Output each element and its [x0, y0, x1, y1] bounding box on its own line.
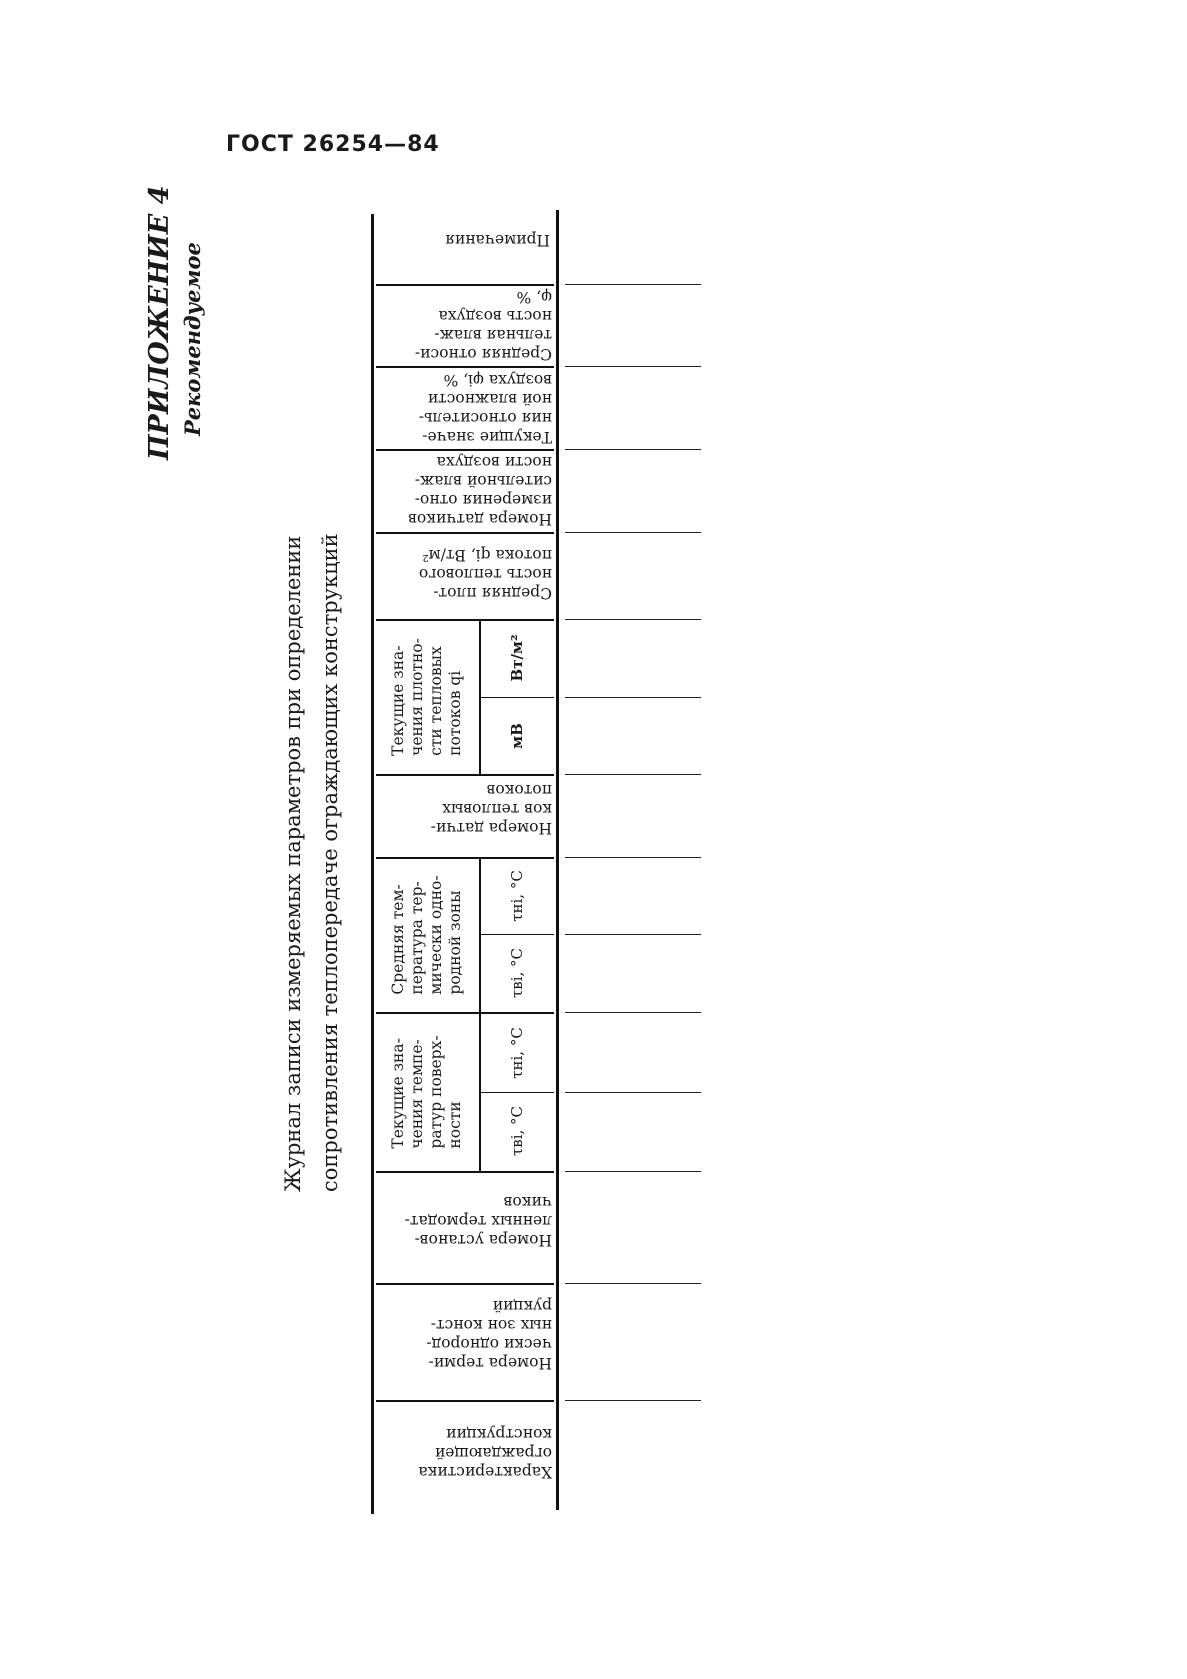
col-sep [376, 1171, 554, 1173]
subheader-avg-temp-in: τвi, °С [508, 947, 526, 999]
data-row-line [565, 1400, 701, 1401]
appendix-subtitle: Рекомендуемое [180, 242, 205, 436]
subcol-divider [479, 859, 481, 1012]
data-row-line [565, 449, 701, 450]
subheader-flux-mv: мВ [508, 723, 526, 749]
data-row-line [565, 697, 701, 698]
col-sep [376, 774, 554, 776]
table-header-border [556, 210, 559, 1510]
subcol-split [481, 1092, 554, 1093]
header-humidity-sensor-numbers: Номера датчиков измерения отно- сительной влаж- ности воздуха [408, 453, 552, 528]
header-flux-sensor-numbers: Номера датчи- ков тепловых потоков [430, 781, 552, 837]
col-sep [376, 619, 554, 621]
col-sep [376, 366, 554, 368]
standard-number: ГОСТ 26254—84 [226, 132, 440, 157]
subheader-flux-w: Вт/м² [508, 634, 526, 682]
col-sep [376, 1012, 554, 1014]
header-avg-temp: Средняя тем- пература тер- мически одно- родной зоны [389, 875, 464, 995]
header-zone-numbers: Номера терми- чески однород- ных зон конст- рукций [426, 1297, 552, 1372]
header-surface-temp: Текущие зна- чения темпе- ратур поверх- ности [389, 1035, 464, 1149]
data-row-line [565, 1283, 701, 1284]
col-sep [376, 857, 554, 859]
col-sep [376, 1400, 554, 1402]
subcol-split [481, 934, 554, 935]
col-sep [376, 1283, 554, 1285]
subheader-surface-temp-in: τвi, °С [508, 1105, 526, 1157]
col-sep [376, 532, 554, 534]
header-notes: Примечания [445, 231, 550, 249]
data-row-line [565, 1171, 701, 1172]
data-row-line [565, 857, 701, 858]
data-row-line [565, 1092, 701, 1093]
header-avg-rel-humidity: Средняя относи- тельная влаж- ность воздуха φ, % [414, 288, 552, 363]
header-flux-density: Текущие зна- чения плотно- сти тепловых потоков qi [389, 638, 464, 756]
data-row-line [565, 366, 701, 367]
data-row-line [565, 1012, 701, 1013]
header-rel-humidity-current: Текущие значе- ния относитель- ной влажности воздуха φi, % [418, 371, 552, 446]
header-avg-flux: Средняя плот- ность теплового потока qi, Вт/м² [418, 546, 552, 602]
data-row-line [565, 284, 701, 285]
data-row-line [565, 619, 701, 620]
subcol-split [481, 697, 554, 698]
header-thermocouple-numbers: Номера установ- ленных термодат- чиков [404, 1193, 552, 1249]
header-characteristic: Характеристика ограждающей конструкции [418, 1425, 552, 1481]
data-row-line [565, 934, 701, 935]
subheader-surface-temp-out: τнi, °С [508, 1027, 526, 1079]
subheader-avg-temp-out: τнi, °С [508, 870, 526, 922]
appendix-title: ПРИЛОЖЕНИЕ 4 [144, 185, 175, 460]
col-sep [376, 284, 554, 286]
journal-title-line1: Журнал записи измеряемых параметров при определении [281, 535, 305, 1192]
data-row-line [565, 774, 701, 775]
journal-title-line2: сопротивления теплопередаче ограждающих конструкций [318, 533, 342, 1192]
data-row-line [565, 532, 701, 533]
table-left-border [371, 214, 374, 1514]
col-sep [376, 449, 554, 451]
